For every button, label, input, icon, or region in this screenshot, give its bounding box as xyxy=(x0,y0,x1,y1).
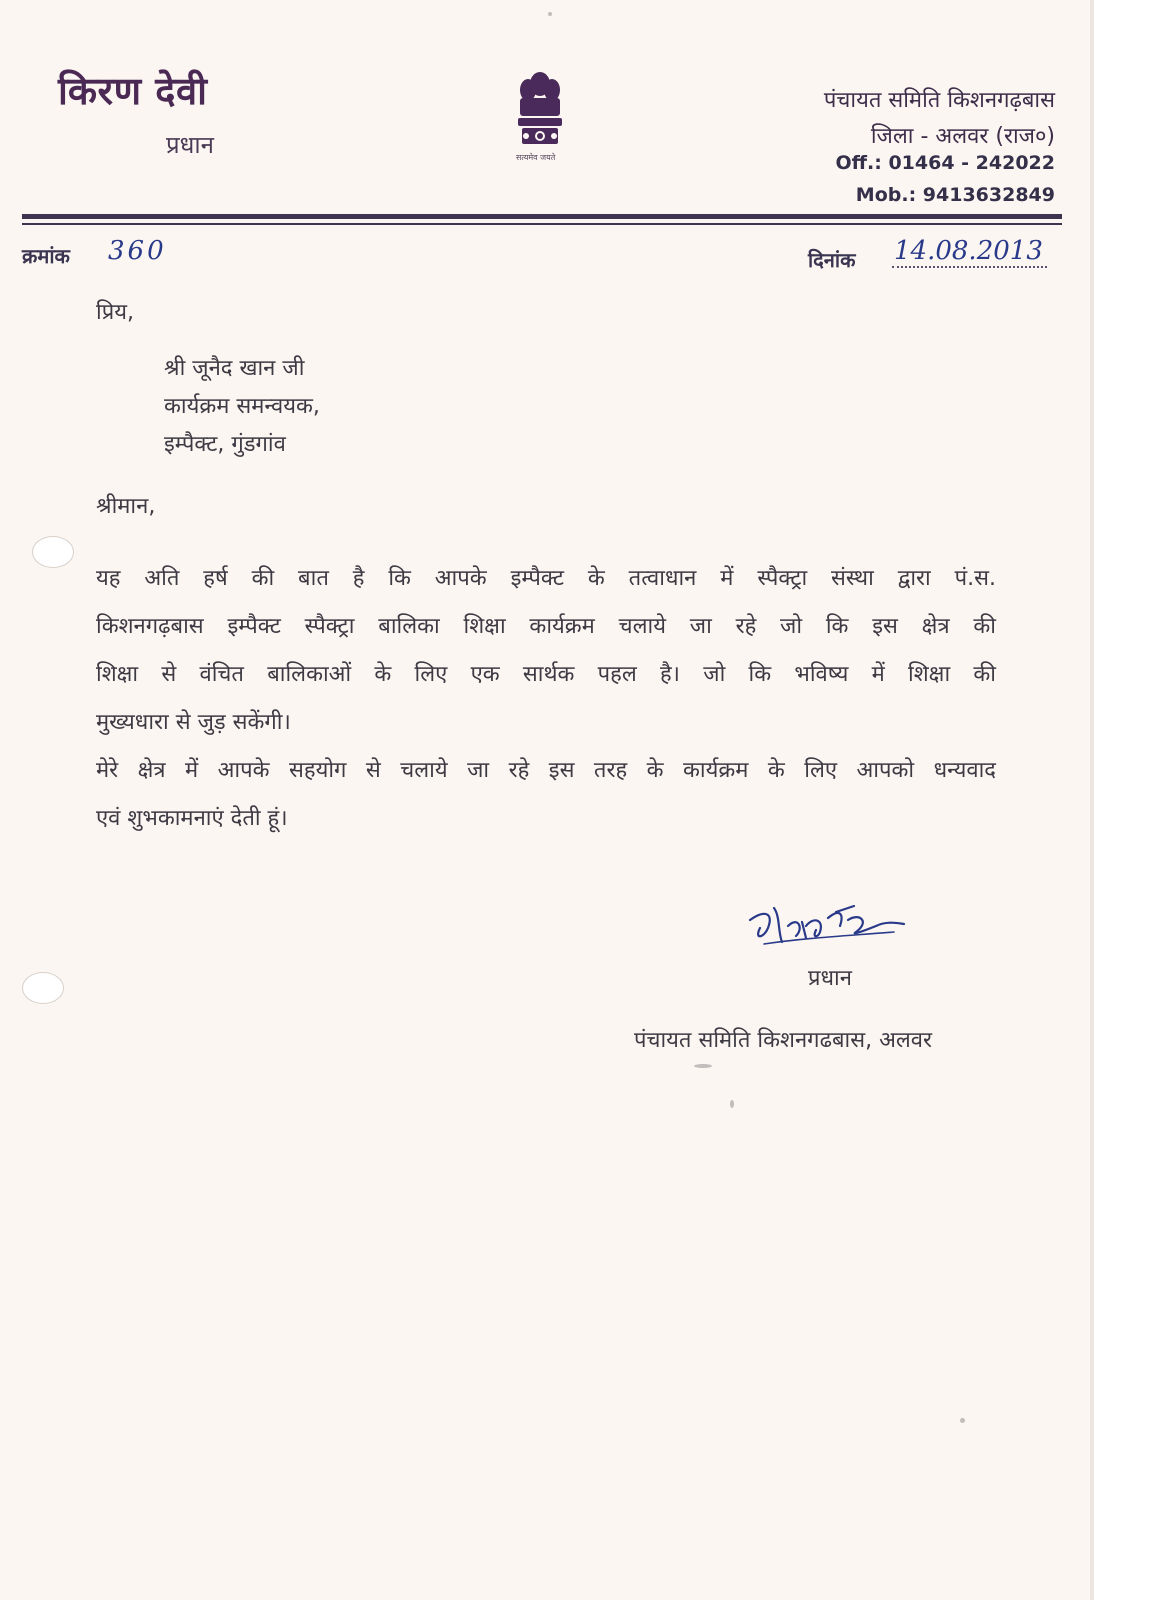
address-line2: जिला - अलवर (राज०) xyxy=(870,124,1055,149)
reference-number: 360 xyxy=(108,236,167,266)
body-line: यह अति हर्ष की बात है कि आपके इम्पैक्ट के तत्वाधान में स्पैक्ट्रा संस्था द्वारा पं.स. xyxy=(96,566,996,591)
punch-hole xyxy=(22,972,64,1004)
reference-label: क्रमांक xyxy=(22,244,70,268)
punch-hole xyxy=(32,536,74,568)
speck xyxy=(730,1100,734,1108)
address-line1: पंचायत समिति किशनगढ़बास xyxy=(823,88,1055,113)
letter-body xyxy=(96,566,996,854)
signatory-organization: पंचायत समिति किशनगढबास, अलवर xyxy=(634,1028,933,1053)
letterhead-rule-thick xyxy=(22,214,1062,219)
speck xyxy=(960,1418,965,1423)
letterhead-name: किरण देवी xyxy=(58,69,208,113)
handwritten-signature xyxy=(744,898,914,958)
date-label: दिनांक xyxy=(808,248,856,272)
mobile-number: Mob.: 9413632849 xyxy=(855,184,1055,206)
body-line: शिक्षा से वंचित बालिकाओं के लिए एक सार्थक पहल है। जो कि भविष्य में शिक्षा की xyxy=(96,662,996,687)
national-emblem-icon xyxy=(510,66,570,166)
body-line: किशनगढ़बास इम्पैक्ट स्पैक्ट्रा बालिका शिक्षा कार्यक्रम चलाये जा रहे जो कि इस क्षेत्र की xyxy=(96,614,996,639)
recipient-organization: इम्पैक्ट, गुंडगांव xyxy=(164,432,286,457)
emblem-motto: सत्यमेव जयते xyxy=(516,153,556,162)
speck xyxy=(694,1064,712,1068)
greeting: श्रीमान, xyxy=(96,494,156,519)
office-phone: Off.: 01464 - 242022 xyxy=(835,152,1055,174)
recipient-title: कार्यक्रम समन्वयक, xyxy=(164,394,320,419)
signatory-designation: प्रधान xyxy=(808,966,852,991)
salutation: प्रिय, xyxy=(96,300,134,325)
recipient-name: श्री जूनैद खान जी xyxy=(164,356,305,381)
letterhead-rule-thin xyxy=(22,223,1062,225)
speck xyxy=(548,12,552,16)
body-line: मुख्यधारा से जुड़ सकेंगी। xyxy=(96,710,291,735)
body-line: एवं शुभकामनाएं देती हूं। xyxy=(96,806,288,831)
sheet-edge xyxy=(1090,0,1094,1600)
body-line: मेरे क्षेत्र में आपके सहयोग से चलाये जा रहे इस तरह के कार्यक्रम के लिए आपको धन्यवाद xyxy=(96,758,996,783)
letterhead-designation: प्रधान xyxy=(166,131,214,159)
date-value: 14.08.2013 xyxy=(892,236,1047,268)
